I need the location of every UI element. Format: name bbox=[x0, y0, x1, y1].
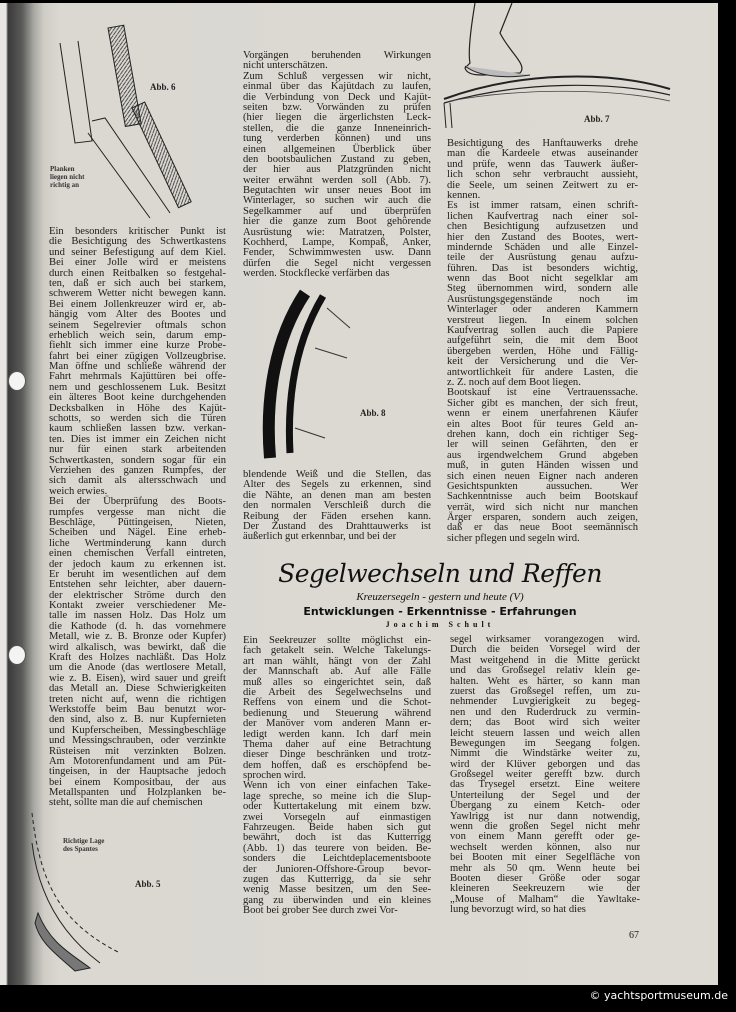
text-line: man die Kardeele etwas auseinander bbox=[447, 148, 638, 160]
text-line: dern; das Boot wird sich weiter bbox=[450, 717, 640, 729]
article-series: Kreuzersegeln - gestern und heute (V) bbox=[356, 591, 524, 603]
text-line: tingeisen, in der Hauptsache jedoch bbox=[49, 766, 226, 778]
figure-abb6-planks-drawing bbox=[50, 23, 220, 223]
text-line: Winterlager, so suchen wir auch die bbox=[243, 195, 431, 207]
text-line: mindernde Schäden und alle Einzel- bbox=[447, 241, 638, 253]
paragraph bbox=[243, 470, 431, 543]
text-line: wie z. B. Eisen), wird sauer und greift bbox=[49, 672, 226, 684]
text-line: verstreut liegen. In einem solchen bbox=[447, 314, 638, 326]
text-line: halten. Weht es härter, so kann man bbox=[450, 675, 640, 687]
text-line: bei einem Kompositbau, der aus bbox=[49, 776, 226, 788]
text-line: Alter des Segels zu erkennen, sind bbox=[243, 479, 431, 491]
text-line: Nimmt die Windstärke weiter zu, bbox=[450, 748, 640, 760]
text-line: Kraft des Holzes nachläßt. Das Holz bbox=[49, 652, 226, 664]
text-line: den normalen Verschleiß durch die bbox=[243, 500, 431, 512]
text-line: sicher pflegen und segeln wird. bbox=[447, 532, 580, 544]
caption-line: liegen nicht bbox=[50, 173, 85, 181]
text-line: weich erwies. bbox=[49, 485, 108, 497]
text-line: verrät, wird sich nicht nur manchen bbox=[447, 501, 638, 513]
text-line: und das Großsegel relativ klein ge- bbox=[450, 665, 640, 677]
watermark: © yachtsportmuseum.de bbox=[589, 989, 728, 1002]
text-line: erheblich weich sein, darum emp- bbox=[49, 329, 226, 341]
text-line: rumpfes vergesse man nicht die bbox=[49, 506, 226, 518]
text-line: Entstehen sehr leichter, aber dauern- bbox=[49, 579, 226, 591]
text-line: Reffens von einem und die Schot- bbox=[243, 697, 431, 709]
text-line: Bei einer Jolle wird er meistens bbox=[49, 257, 226, 269]
article-subtitle: Entwicklungen - Erkenntnisse - Erfahrungen bbox=[303, 605, 577, 618]
text-line: und seiner Befestigung auf dem Kiel. bbox=[49, 246, 226, 258]
article-title: Segelwechseln und Reffen bbox=[278, 559, 602, 588]
text-line: der Junioren-Offshore-Group bevor- bbox=[243, 863, 431, 875]
text-line: (Abb. 1) das teurere von beiden. Be- bbox=[243, 842, 431, 854]
text-line: segel wirksamer vorangezogen wird. bbox=[450, 634, 640, 645]
text-line: gang zu überwinden und ein kleines bbox=[243, 894, 431, 906]
text-line: Steg übernommen wird, sondern alle bbox=[447, 283, 638, 295]
paragraph bbox=[243, 636, 431, 781]
text-line: Der Zustand des Drahttauwerks ist bbox=[243, 520, 431, 532]
text-line: antwortlichkeit für andere Lasten, die bbox=[447, 366, 638, 378]
text-line: Booten dieser Größe oder sogar bbox=[450, 872, 640, 884]
text-line: (hier liegen die ärgerlichsten Leck- bbox=[243, 112, 431, 124]
paragraph bbox=[447, 388, 638, 544]
text-line: Bei einem Jollenkreuzer wird er, ab- bbox=[49, 298, 226, 310]
text-line: Yawlrigg ist nur dann notwendig, bbox=[450, 810, 640, 822]
text-line: Reibung der Fäden ersehen kann. bbox=[243, 510, 431, 522]
text-line: Bei der Überprüfung des Boots- bbox=[49, 496, 226, 508]
text-line: einen chemischen Verfall eintreten, bbox=[49, 548, 226, 560]
text-line: keit der Versicherung und die Ver- bbox=[447, 356, 638, 368]
text-line: einmal über das Kajütdach zu laufen, bbox=[243, 81, 431, 93]
text-line: die Besichtigung des Schwertkastens bbox=[49, 236, 226, 248]
text-column-middle-continued bbox=[243, 470, 431, 543]
text-line: ten, daß er sich auch bei starkem, bbox=[49, 277, 226, 289]
text-line: äußerlich gut erkennbar, und bei der bbox=[243, 531, 397, 543]
text-line: Kaufvertrag sollen auch die Papiere bbox=[447, 325, 638, 337]
text-line: talle im nassen Holz. Das Holz um bbox=[49, 610, 226, 622]
text-line: zugen das Kutterrigg, da sie sehr bbox=[243, 873, 431, 885]
text-line: ledigt werden kann. Ich darf mein bbox=[243, 728, 431, 740]
text-line: aus irgendwelchem Grund abgeben bbox=[447, 449, 638, 461]
text-line: mehr als 50 qm. Wenn heute bei bbox=[450, 862, 640, 874]
text-line: lichen Kaufvertrag nach einer sol- bbox=[447, 210, 638, 222]
text-line: Ausrüstungsgegenstände noch im bbox=[447, 293, 638, 305]
text-line: seiten bzw. Vorwänden zu prüfen bbox=[243, 101, 431, 113]
text-line: Fahrzeugen. Beide haben sich gut bbox=[243, 822, 431, 834]
text-line: der hier aus Platzgründen nicht bbox=[243, 164, 431, 176]
figure-abb7-deck-drawing bbox=[440, 3, 680, 133]
article-column-1 bbox=[243, 636, 431, 917]
text-line: Fender, Schwimmwesten usw. Dann bbox=[243, 247, 431, 259]
text-line: führen. Das ist besonders wichtig, bbox=[447, 262, 638, 274]
text-line: blendende Weiß und die Stellen, das bbox=[243, 469, 431, 480]
text-line: dem hoffen, daß es erschöpfend be- bbox=[243, 759, 431, 771]
text-line: und prüfe, wenn das Tauwerk äußer- bbox=[447, 158, 638, 170]
caption-line: Richtige Lage bbox=[63, 837, 105, 845]
text-line: bei Booten mit einer Segelfläche von bbox=[450, 852, 640, 864]
text-line: Man öffne und schließe während der bbox=[49, 361, 226, 373]
text-line: wenn das Boot nicht segelklar am bbox=[447, 273, 638, 285]
figure-caption bbox=[50, 165, 84, 189]
text-line: den sind, also z. B. nur Kupfernieten bbox=[49, 714, 226, 726]
text-line: das Trysegel ersetzt. Eine weitere bbox=[450, 779, 640, 791]
text-line: dieser Dinge beschränken und trotz- bbox=[243, 749, 431, 761]
text-line: die Seele, um seinen Zeitwert zu er- bbox=[447, 179, 638, 191]
figure-label: Abb. 5 bbox=[135, 879, 161, 889]
text-line: einen allgemeinen Überblick über bbox=[243, 143, 431, 155]
magazine-page bbox=[0, 3, 718, 985]
text-line: leicht steuern lassen und weich allen bbox=[450, 727, 640, 739]
text-line: die Kathode (d. h. das vornehmere bbox=[49, 620, 226, 632]
text-line: kleineren Seekreuzern wie der bbox=[450, 883, 640, 895]
text-line: wenn er einem unerfahrenen Käufer bbox=[447, 408, 638, 420]
text-line: teile der Ausrüstung genau aufzu- bbox=[447, 252, 638, 264]
text-line: nen und den Ruderdruck zu vermin- bbox=[450, 706, 640, 718]
text-line: Durch die beiden Vorsegel wird der bbox=[450, 644, 640, 656]
text-line: hier den Zustand des Bootes, wert- bbox=[447, 231, 638, 243]
text-line: Ein besonders kritischer Punkt ist bbox=[49, 226, 226, 237]
text-line: um die Anode (das wertlosere Metall, bbox=[49, 662, 226, 674]
page-number: 67 bbox=[629, 930, 639, 941]
text-line: Mast weitgehend in die Mitte gerückt bbox=[450, 654, 640, 666]
text-line: Begutachten wir unser neues Boot im bbox=[243, 185, 431, 197]
text-line: Thema daher auf eine Betrachtung bbox=[243, 738, 431, 750]
text-line: nehmender Luvgierigkeit zu begeg- bbox=[450, 696, 640, 708]
text-line: wechselt werden können, also nur bbox=[450, 841, 640, 853]
text-line: Ärger ersparen, sondern auch zeigen, bbox=[447, 512, 638, 524]
text-line: ein älteres Boot keine durchgehenden bbox=[49, 392, 226, 404]
text-line: durch einen Reitbalken so festgehal- bbox=[49, 267, 226, 279]
text-line: der Manöver vom anderen Mann er- bbox=[243, 718, 431, 730]
paragraph bbox=[49, 227, 226, 497]
text-line: Bewegungen im Seegang folgen. bbox=[450, 737, 640, 749]
text-line: Decksbalken in Höhe des Kajüt- bbox=[49, 402, 226, 414]
paragraph bbox=[447, 139, 638, 201]
text-line: oder Kuttertakelung mit einem bzw. bbox=[243, 801, 431, 813]
text-line: z. Z. noch auf dem Boot liegen. bbox=[447, 376, 581, 388]
text-line: Verziehen des ganzen Rumpfes, der bbox=[49, 464, 226, 476]
figure-label: Abb. 8 bbox=[360, 408, 386, 418]
text-line: weiter erwähnt werden soll (Abb. 7). bbox=[243, 174, 431, 186]
text-line: bedienung und Steuerung während bbox=[243, 707, 431, 719]
text-line: sich damit als altersschwach und bbox=[49, 475, 226, 487]
text-line: nem und geschlossenem Luk. Besitzt bbox=[49, 381, 226, 393]
text-line: Fahrt mehrmals Kajüttüren bei offe- bbox=[49, 371, 226, 383]
text-line: der jedoch kaum zu erkennen ist. bbox=[49, 558, 226, 570]
text-column-left bbox=[49, 227, 226, 809]
text-line: kaum schließen lassen bzw. verkan- bbox=[49, 423, 226, 435]
text-line: Übergang zu einem Ketch- oder bbox=[450, 800, 640, 812]
punch-hole bbox=[8, 645, 26, 665]
text-line: Er beruht im wesentlichen auf dem bbox=[49, 568, 226, 580]
figure-abb8-sail-seam-drawing bbox=[255, 288, 355, 468]
text-line: Gesichtspunkten aussuchen. Wer bbox=[447, 480, 638, 492]
text-line: Besichtigung des Hanftauwerks drehe bbox=[447, 138, 638, 149]
text-line: fahrt bei einer zügigen Vollzeugbrise. bbox=[49, 350, 226, 362]
text-line: Es ist immer ratsam, einen schrift- bbox=[447, 200, 638, 212]
paragraph bbox=[49, 497, 226, 809]
text-line: hängig vom Alter des Bootes und bbox=[49, 309, 226, 321]
text-line: muß, in guten Händen wissen und bbox=[447, 460, 638, 472]
text-line: Unterteilung der Segel und der bbox=[450, 789, 640, 801]
text-line: lich schon sehr verbraucht aussieht, bbox=[447, 169, 638, 181]
paragraph bbox=[243, 51, 431, 72]
text-line: Rüsteisen mit verzinkten Bolzen. bbox=[49, 745, 226, 757]
text-line: die Verbindung von Deck und Kajüt- bbox=[243, 91, 431, 103]
text-line: der elektrischer Ströme durch den bbox=[49, 589, 226, 601]
text-line: dürfen die Segel nicht vergessen bbox=[243, 257, 431, 269]
text-line: Boot bei grober See durch zwei Vor- bbox=[243, 905, 398, 917]
text-line: Vorgängen beruhenden Wirkungen bbox=[243, 50, 431, 61]
text-line: muß alles so eingerichtet sein, daß bbox=[243, 676, 431, 688]
text-line: drehen kann, doch ein richtiger Seg- bbox=[447, 428, 638, 440]
paragraph bbox=[243, 781, 431, 916]
text-line: stellen, die die ganze Inneneinrich- bbox=[243, 122, 431, 134]
text-line: übergeben werden, Höhe und Fällig- bbox=[447, 345, 638, 357]
paragraph bbox=[447, 201, 638, 388]
text-line: liche Wertminderung kann durch bbox=[49, 537, 226, 549]
text-line: daß er das neue Boot seemännisch bbox=[447, 522, 638, 534]
text-line: den bootsbaulichen Zustand zu geben, bbox=[243, 153, 431, 165]
text-line: Segelkammer auf und überprüfen bbox=[243, 205, 431, 217]
text-line: Kochherd, Lampe, Kompaß, Anker, bbox=[243, 237, 431, 249]
text-line: schotts, so werden sich die Türen bbox=[49, 413, 226, 425]
text-line: Beschläge, Püttingeisen, Nieten, bbox=[49, 516, 226, 528]
text-line: wenn die großen Segel nicht mehr bbox=[450, 821, 640, 833]
text-line: aufgeführt sein, die mit dem Boot bbox=[447, 335, 638, 347]
article-author: Joachim Schult bbox=[385, 620, 495, 629]
text-line: kennen. bbox=[447, 189, 481, 201]
text-line: der Mannschaft ab. Auf alle Fälle bbox=[243, 666, 431, 678]
text-line: von einem Mann gerefft oder ge- bbox=[450, 831, 640, 843]
text-line: treten nicht auf, wenn die richtigen bbox=[49, 693, 226, 705]
text-line: hier die ganze zum Boot gehörende bbox=[243, 216, 431, 228]
text-line: wird der Klüver geborgen und das bbox=[450, 758, 640, 770]
text-line: die Nähte, an denen man am besten bbox=[243, 489, 431, 501]
text-line: lage spreche, so meine ich die Slup- bbox=[243, 790, 431, 802]
text-line: Sachkenntnisse auch beim Bootskauf bbox=[447, 491, 638, 503]
text-line: das Metall an. Diese Schwierigkeiten bbox=[49, 683, 226, 695]
punch-hole bbox=[8, 371, 26, 391]
text-line: zwei Vorsegeln auf einmastigen bbox=[243, 811, 431, 823]
text-line: und Kupferscheiben, Messingbeschläge bbox=[49, 724, 226, 736]
text-line: Werkstoffe beim Bau benutzt wor- bbox=[49, 703, 226, 715]
text-line: steht, sollte man die auf chemischen bbox=[49, 797, 203, 809]
text-line: bewährt, doch ist das Kutterrigg bbox=[243, 832, 431, 844]
figure-label: Abb. 6 bbox=[150, 82, 176, 92]
text-line: Wenn ich von einer einfachen Take- bbox=[243, 780, 431, 792]
text-line: sich einen neuen Eigner nach anderen bbox=[447, 470, 638, 482]
figure-abb5-frame-drawing bbox=[30, 803, 140, 973]
text-line: Am Motorenfundament und am Püt- bbox=[49, 755, 226, 767]
text-line: Zum Schluß vergessen wir nicht, bbox=[243, 70, 431, 82]
article-column-2 bbox=[450, 635, 640, 916]
text-line: chen Besichtigung aufzusetzen und bbox=[447, 221, 638, 233]
text-line: Sicher gibt es manchen, der sich freut, bbox=[447, 397, 638, 409]
text-line: sprochen wird. bbox=[243, 770, 306, 782]
paragraph bbox=[243, 72, 431, 280]
text-line: Ausrüstung wie: Matratzen, Polster, bbox=[243, 226, 431, 238]
caption-line: des Spantes bbox=[63, 845, 98, 853]
text-line: ein altes Boot für teures Geld an- bbox=[447, 418, 638, 430]
text-line: sonders die Leichtdeplacementsboote bbox=[243, 853, 431, 865]
text-line: ten. Dies ist immer ein Zeichen nicht bbox=[49, 433, 226, 445]
text-line: „Mouse of Malham“ die Yawltake- bbox=[450, 893, 640, 905]
text-line: tung verderben können) und uns bbox=[243, 133, 431, 145]
text-line: art man wählt, hängt von der Zahl bbox=[243, 655, 431, 667]
text-line: nur für einen stark arbeitenden bbox=[49, 444, 226, 456]
text-line: und Messingschrauben, oder verzinkte bbox=[49, 735, 226, 747]
figure-label: Abb. 7 bbox=[584, 114, 610, 124]
text-line: schwerem Wetter nicht bewegen kann. bbox=[49, 288, 226, 300]
text-line: wenig Masse besitzen, um den See- bbox=[243, 884, 431, 896]
text-line: werden. Stockflecke verfärben das bbox=[243, 268, 390, 280]
text-line: Bootskauf ist eine Vertrauenssache. bbox=[447, 387, 638, 399]
text-line: Metallspanten und Holzplanken be- bbox=[49, 787, 226, 799]
text-line: nicht unterschätzen. bbox=[243, 60, 328, 72]
text-line: wird alkalisch, was bewirkt, daß die bbox=[49, 641, 226, 653]
figure-caption bbox=[63, 837, 104, 853]
text-line: Schwertkasten, sondern sogar für ein bbox=[49, 454, 226, 466]
caption-line: richtig an bbox=[50, 181, 79, 189]
text-line: fiehlt sich immer eine kurze Probe- bbox=[49, 340, 226, 352]
text-line: Scheiben und Nägel. Eine erheb- bbox=[49, 527, 226, 539]
text-line: fach getakelt sein. Welche Takelungs- bbox=[243, 645, 431, 657]
caption-line: Planken bbox=[50, 165, 75, 173]
text-line: zuerst das Großsegel reffen, um zu- bbox=[450, 685, 640, 697]
text-line: seinem Segelrevier oftmals schon bbox=[49, 319, 226, 331]
text-line: die Arbeit des Segelwechselns und bbox=[243, 686, 431, 698]
text-line: ler will seinen Gefährten, den er bbox=[447, 439, 638, 451]
text-line: Kontakt zweier verschiedener Me- bbox=[49, 600, 226, 612]
text-line: Großsegel weiter gerefft bzw. durch bbox=[450, 769, 640, 781]
paragraph bbox=[450, 635, 640, 916]
text-line: Winterlager oder anderen Kammern bbox=[447, 304, 638, 316]
text-column-middle-top bbox=[243, 51, 431, 280]
text-column-right-top bbox=[447, 139, 638, 544]
text-line: lung bevorzugt wird, so hat dies bbox=[450, 904, 586, 916]
text-line: Metall, wie z. B. Bronze oder Kupfer) bbox=[49, 631, 226, 643]
text-line: Ein Seekreuzer sollte möglichst ein- bbox=[243, 635, 431, 646]
